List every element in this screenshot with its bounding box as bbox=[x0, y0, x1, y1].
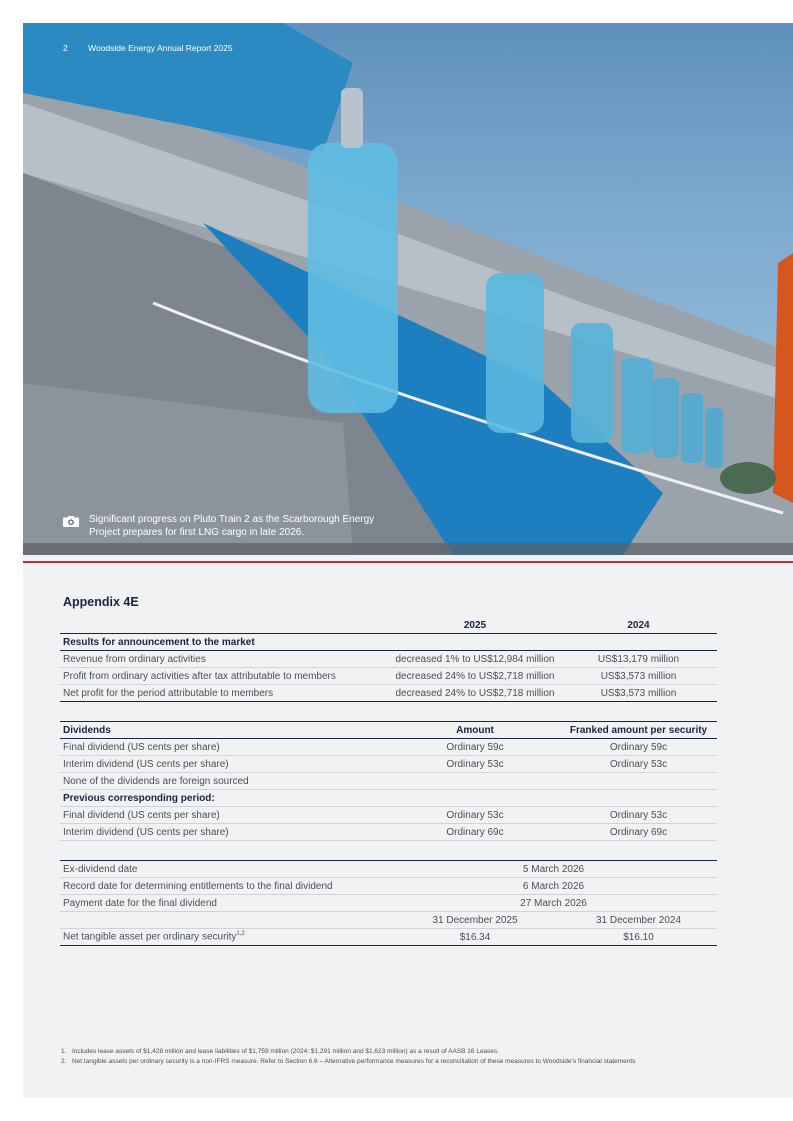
report-page bbox=[23, 23, 793, 1098]
col-amount: Amount bbox=[390, 722, 560, 739]
value-2025: decreased 1% to US$12,984 million bbox=[390, 651, 560, 668]
dates-table bbox=[60, 860, 717, 946]
col-dec-2025: 31 December 2025 bbox=[390, 912, 560, 929]
page-number: 2 bbox=[63, 43, 68, 53]
results-heading: Results for announcement to the market bbox=[60, 634, 390, 651]
footnotes bbox=[61, 1047, 781, 1067]
dividends-header-row bbox=[60, 722, 717, 739]
row-label: Profit from ordinary activities after tax attributable to members bbox=[60, 668, 390, 685]
table-row bbox=[60, 756, 717, 773]
table-row bbox=[60, 739, 717, 756]
value-2024: US$3,573 million bbox=[560, 685, 717, 702]
value-2024: US$13,179 million bbox=[560, 651, 717, 668]
row-label: Net profit for the period attributable to members bbox=[60, 685, 390, 702]
table-row bbox=[60, 668, 717, 685]
nta-2024: $16.10 bbox=[560, 929, 717, 946]
row-label: Interim dividend (US cents per share) bbox=[60, 756, 390, 773]
results-table bbox=[60, 617, 717, 702]
amount: Ordinary 53c bbox=[390, 756, 560, 773]
col-2024: 2024 bbox=[560, 617, 717, 634]
nta-label-cell bbox=[60, 929, 390, 946]
lng-plant-photo-illustration bbox=[23, 23, 793, 555]
table-row bbox=[60, 790, 717, 807]
row-label: Ex-dividend date bbox=[60, 861, 390, 878]
col-dec-2024: 31 December 2024 bbox=[560, 912, 717, 929]
franked-amount: Ordinary 59c bbox=[560, 739, 717, 756]
hero-photo bbox=[23, 23, 793, 555]
date-value: 5 March 2026 bbox=[390, 861, 717, 878]
previous-period-heading: Previous corresponding period: bbox=[60, 790, 390, 807]
footnote-number: 1. bbox=[61, 1048, 67, 1055]
value-2024: US$3,573 million bbox=[560, 668, 717, 685]
camera-icon bbox=[63, 516, 79, 527]
value-2025: decreased 24% to US$2,718 million bbox=[390, 685, 560, 702]
footnote-text: Includes lease assets of $1,428 million and lease liabilities of $1,759 million (2024: $1,291 million and $1,623 million) as a result of AASB 16 Leases. bbox=[72, 1048, 500, 1055]
franked-amount: Ordinary 53c bbox=[560, 807, 717, 824]
caption-text: Significant progress on Pluto Train 2 as the Scarborough Energy Project prepares for first LNG cargo in late 2026. bbox=[89, 514, 375, 538]
report-title: Woodside Energy Annual Report 2025 bbox=[88, 43, 233, 53]
col-franked: Franked amount per security bbox=[560, 722, 717, 739]
col-2025: 2025 bbox=[390, 617, 560, 634]
nta-footnote-ref: 1,2 bbox=[236, 931, 245, 938]
nta-label: Net tangible asset per ordinary security bbox=[63, 931, 237, 943]
franked-amount: Ordinary 53c bbox=[560, 756, 717, 773]
date-value: 27 March 2026 bbox=[390, 895, 717, 912]
table-row bbox=[60, 685, 717, 702]
table-row bbox=[60, 824, 717, 841]
row-label: Payment date for the final dividend bbox=[60, 895, 390, 912]
accent-divider bbox=[23, 561, 793, 563]
table-row bbox=[60, 878, 717, 895]
col-dividends: Dividends bbox=[60, 722, 390, 739]
amount: Ordinary 53c bbox=[390, 807, 560, 824]
row-label: Record date for determining entitlements to the final dividend bbox=[60, 878, 390, 895]
date-value: 6 March 2026 bbox=[390, 878, 717, 895]
amount bbox=[390, 773, 560, 790]
footnote-text: Net tangible assets per ordinary security is a non-IFRS measure. Refer to Section 6.6 – Alternative performance measures for a reconciliation of these measures to Woodside’s financial statements bbox=[72, 1058, 636, 1065]
running-header bbox=[63, 43, 233, 53]
franked-amount bbox=[560, 773, 717, 790]
results-heading-row bbox=[60, 634, 717, 651]
row-label: Revenue from ordinary activities bbox=[60, 651, 390, 668]
nta-2025: $16.34 bbox=[390, 929, 560, 946]
footnote bbox=[61, 1057, 781, 1067]
franked-amount: Ordinary 69c bbox=[560, 824, 717, 841]
table-row bbox=[60, 861, 717, 878]
table-row bbox=[60, 773, 717, 790]
row-label: Final dividend (US cents per share) bbox=[60, 739, 390, 756]
row-label: Interim dividend (US cents per share) bbox=[60, 824, 390, 841]
row-label: None of the dividends are foreign sourced bbox=[60, 773, 390, 790]
table-row bbox=[60, 651, 717, 668]
dividends-table bbox=[60, 721, 717, 841]
value-2025: decreased 24% to US$2,718 million bbox=[390, 668, 560, 685]
nta-row bbox=[60, 929, 717, 946]
results-header-row bbox=[60, 617, 717, 634]
section-title: Appendix 4E bbox=[63, 595, 139, 609]
footnote bbox=[61, 1047, 781, 1057]
amount: Ordinary 59c bbox=[390, 739, 560, 756]
row-label: Final dividend (US cents per share) bbox=[60, 807, 390, 824]
table-row bbox=[60, 807, 717, 824]
amount: Ordinary 69c bbox=[390, 824, 560, 841]
nta-header-row bbox=[60, 912, 717, 929]
table-row bbox=[60, 895, 717, 912]
footnote-number: 2. bbox=[61, 1058, 67, 1065]
